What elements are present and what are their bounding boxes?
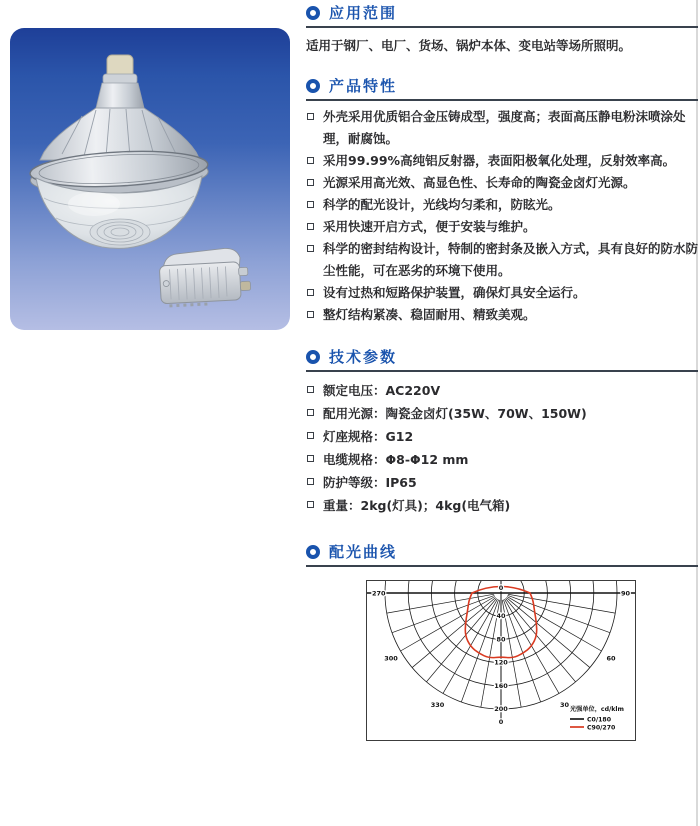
section-title: 配光曲线 xyxy=(329,543,398,561)
ring-icon xyxy=(306,79,320,93)
svg-text:160: 160 xyxy=(494,681,508,690)
svg-text:200: 200 xyxy=(494,705,508,713)
spec-item: 重量：2kg(灯具)；4kg(电气箱) xyxy=(306,494,698,517)
feature-item: 光源采用高光效、高显色性、长寿命的陶瓷金卤灯光源。 xyxy=(306,172,698,194)
section-header xyxy=(306,4,698,22)
spec-item: 防护等级：IP65 xyxy=(306,471,698,494)
section-title: 产品特性 xyxy=(329,77,398,95)
junction-box-icon xyxy=(159,247,252,308)
feature-item: 科学的配光设计，光线均匀柔和，防眩光。 xyxy=(306,194,698,216)
feature-item: 外壳采用优质铝合金压铸成型，强度高；表面高压静电粉沫喷涂处理，耐腐蚀。 xyxy=(306,106,698,150)
spec-item: 电缆规格：Φ8-Φ12 mm xyxy=(306,448,698,471)
svg-text:30: 30 xyxy=(559,700,570,709)
lamp-bell-icon xyxy=(40,83,200,160)
section-header xyxy=(306,77,698,95)
section-header xyxy=(306,348,698,366)
svg-text:90: 90 xyxy=(620,589,630,598)
svg-text:120: 120 xyxy=(494,658,508,667)
svg-text:光强单位，cd/klm: 光强单位，cd/klm xyxy=(570,706,624,713)
application-text: 适用于钢厂、电厂、货场、锅炉本体、变电站等场所照明。 xyxy=(306,38,632,53)
section-rule xyxy=(306,26,698,28)
lamp-cap-icon xyxy=(103,55,137,84)
section-photometric xyxy=(306,543,698,741)
feature-list xyxy=(306,106,698,326)
ring-icon xyxy=(306,545,320,559)
lamp-illustration xyxy=(10,28,290,330)
spec-item: 配用光源：陶瓷金卤灯(35W、70W、150W) xyxy=(306,402,698,425)
section-specs xyxy=(306,348,698,517)
spec-list xyxy=(306,379,698,517)
product-photo xyxy=(10,28,290,330)
feature-item: 设有过热和短路保护装置，确保灯具安全运行。 xyxy=(306,282,698,304)
svg-text:0: 0 xyxy=(498,584,504,592)
section-title: 应用范围 xyxy=(329,4,398,22)
feature-item: 科学的密封结构设计，特制的密封条及嵌入方式，具有良好的防水防尘性能，可在恶劣的环境下使用。 xyxy=(306,238,698,282)
svg-text:40: 40 xyxy=(496,612,506,621)
ring-icon xyxy=(306,350,320,364)
content-column xyxy=(306,0,698,741)
chart-legend xyxy=(570,705,624,732)
section-rule xyxy=(306,99,698,101)
section-application xyxy=(306,0,698,56)
section-rule xyxy=(306,565,698,567)
section-features xyxy=(306,77,698,326)
svg-text:300: 300 xyxy=(384,654,398,663)
photometric-chart-frame xyxy=(366,580,636,741)
ring-icon xyxy=(306,6,320,20)
section-header xyxy=(306,543,698,561)
svg-text:270: 270 xyxy=(372,589,386,598)
svg-text:C90/270: C90/270 xyxy=(587,724,616,732)
spec-item: 额定电压：AC220V xyxy=(306,379,698,402)
feature-item: 采用快速开启方式，便于安装与维护。 xyxy=(306,216,698,238)
svg-text:60: 60 xyxy=(606,654,616,663)
feature-item: 采用99.99%高纯铝反射器，表面阳极氧化处理，反射效率高。 xyxy=(306,150,698,172)
section-rule xyxy=(306,370,698,372)
svg-text:C0/180: C0/180 xyxy=(587,716,612,724)
svg-text:330: 330 xyxy=(430,700,445,709)
svg-text:80: 80 xyxy=(496,635,506,644)
svg-text:0: 0 xyxy=(498,718,504,726)
photometric-polar-chart xyxy=(367,581,635,740)
feature-item: 整灯结构紧凑、稳固耐用、精致美观。 xyxy=(306,304,698,326)
section-title: 技术参数 xyxy=(329,348,398,366)
spec-item: 灯座规格：G12 xyxy=(306,425,698,448)
